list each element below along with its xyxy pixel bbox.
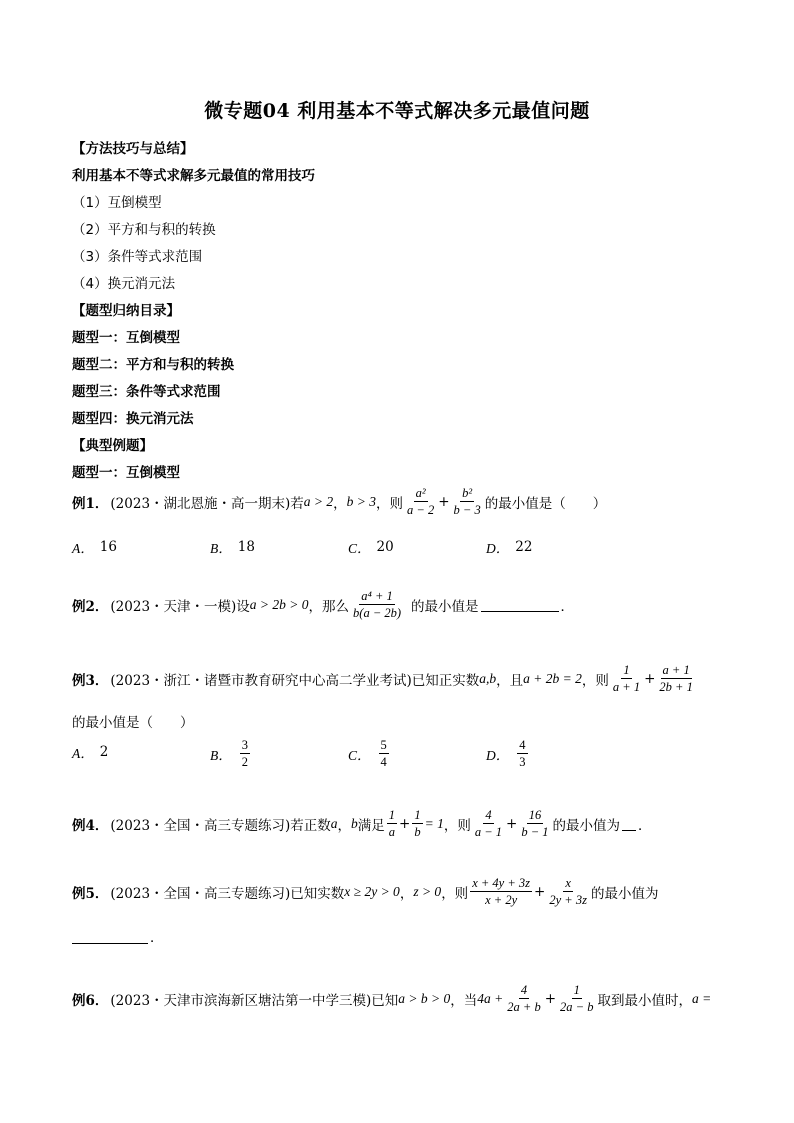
fraction	[351, 589, 403, 621]
example-text: 若正数	[290, 817, 331, 834]
example-text: ，则	[376, 495, 404, 512]
fraction-denominator: b(a − 2b)	[353, 606, 402, 621]
option-value: 22	[515, 539, 533, 555]
option-letter: B．	[210, 541, 232, 556]
fraction-denominator: b − 3	[453, 503, 481, 518]
math-operator: +	[438, 493, 450, 510]
example-source: (2023・湖北恩施・高一期末)	[110, 495, 291, 512]
answer-blank	[481, 597, 559, 612]
fraction-denominator: a − 1	[474, 825, 503, 840]
fraction-numerator: 4	[517, 738, 527, 754]
fraction-numerator: 4	[483, 808, 493, 824]
option-value: 20	[376, 539, 394, 555]
fraction-denominator: 4	[380, 755, 387, 770]
fraction-denominator: b − 1	[521, 825, 549, 840]
fraction-denominator: 2b + 1	[659, 680, 693, 695]
math-operator: +	[534, 883, 546, 900]
fraction-numerator: 1	[621, 663, 631, 679]
fraction-numerator: 3	[240, 738, 250, 754]
fraction	[558, 983, 595, 1015]
math-variable: b	[351, 815, 358, 831]
fraction	[452, 486, 483, 518]
example-source: (2023・天津市滨海新区塘沽第一中学三模)	[110, 992, 372, 1009]
math-condition: a,b	[479, 670, 497, 686]
catalog-item: 题型一：互倒模型	[72, 330, 180, 346]
option-value: 2	[99, 744, 109, 760]
examples-header: 【典型例题】	[72, 438, 153, 454]
fraction	[657, 663, 694, 695]
method-item: （4）换元消元法	[72, 276, 176, 292]
example-label: 例4．	[72, 817, 109, 834]
fraction	[470, 876, 532, 908]
math-expression: a =	[691, 990, 712, 1006]
example-1	[72, 486, 606, 518]
fraction	[505, 983, 542, 1015]
math-condition: b > 3	[346, 493, 377, 509]
fraction	[473, 808, 504, 840]
option-d	[486, 537, 532, 557]
fraction-numerator: a⁴ + 1	[359, 589, 395, 605]
fraction-denominator: 2y + 3z	[549, 893, 587, 908]
option-letter: D．	[486, 541, 510, 556]
example-source: (2023・全国・高三专题练习)	[110, 885, 291, 902]
example-text: 的最小值是（ ）	[484, 495, 607, 512]
fraction-numerator: 16	[527, 808, 544, 824]
example-text: ，且	[496, 672, 524, 689]
fraction	[519, 808, 550, 840]
math-operator: +	[544, 990, 557, 1007]
fraction-denominator: a − 2	[407, 503, 435, 518]
option-a	[72, 742, 108, 762]
math-condition: a > 2	[303, 493, 334, 509]
example-text: ．	[638, 817, 652, 834]
example-source: (2023・全国・高三专题练习)	[110, 817, 291, 834]
fraction-denominator: b	[414, 825, 421, 840]
example-label: 例3．	[72, 672, 109, 689]
example-text: 已知实数	[290, 885, 345, 902]
example-text: ，则	[581, 672, 609, 689]
math-condition: x ≥ 2y > 0	[344, 883, 400, 899]
option-d	[486, 738, 530, 770]
fraction-numerator: x	[563, 876, 573, 892]
math-operator: = 1	[424, 815, 444, 831]
fraction-numerator: 1	[412, 808, 422, 824]
example-text: ，	[337, 817, 352, 834]
example-6	[72, 983, 711, 1015]
fraction	[611, 663, 642, 695]
example-text: ，则	[441, 885, 469, 902]
example-text: 设	[236, 598, 250, 615]
method-item: （1）互倒模型	[72, 195, 162, 211]
catalog-header: 【题型归纳目录】	[72, 303, 180, 319]
example-text: 已知正实数	[411, 672, 480, 689]
option-value: 18	[237, 539, 255, 555]
example-text: ，当	[450, 992, 478, 1009]
math-variable: a	[330, 815, 338, 831]
fraction-numerator: 1	[387, 808, 397, 824]
method-intro: 利用基本不等式求解多元最值的常用技巧	[72, 168, 315, 184]
option-letter: C．	[348, 747, 371, 763]
option-letter: C．	[348, 541, 371, 556]
example-text: ，则	[443, 817, 471, 834]
catalog-item: 题型四：换元消元法	[72, 411, 194, 427]
example-5	[72, 876, 658, 908]
answer-blank	[72, 929, 148, 944]
example-text: 已知	[371, 992, 399, 1009]
math-operator: +	[506, 815, 518, 832]
answer-blank	[622, 816, 636, 831]
option-letter: A．	[72, 541, 94, 556]
fraction	[387, 808, 397, 840]
math-operator: +	[644, 670, 656, 687]
catalog-item: 题型二：平方和与积的转换	[72, 357, 234, 373]
example-text: 取到最小值时，	[597, 992, 692, 1009]
page-title: 微专题04 利用基本不等式解决多元最值问题	[204, 100, 590, 122]
example-text: ，	[333, 495, 347, 512]
fraction	[405, 486, 436, 518]
catalog-item: 题型三：条件等式求范围	[72, 384, 221, 400]
option-letter: B．	[210, 747, 232, 763]
example-label: 例6．	[72, 992, 109, 1009]
section-title: 题型一：互倒模型	[72, 465, 180, 481]
example-text: 若	[290, 495, 304, 512]
option-letter: A．	[72, 746, 94, 761]
option-b	[210, 738, 252, 770]
fraction-denominator: 3	[519, 755, 526, 770]
method-header: 【方法技巧与总结】	[72, 141, 194, 157]
math-expression: 4a +	[477, 990, 504, 1006]
fraction-numerator: 5	[379, 738, 389, 754]
fraction	[547, 876, 589, 908]
fraction-denominator: 2a − b	[560, 1000, 594, 1015]
example-label: 例1．	[72, 495, 109, 512]
example-label: 例5．	[72, 885, 109, 902]
option-a	[72, 537, 117, 557]
example-4	[72, 808, 652, 840]
fraction	[517, 738, 527, 770]
example-text: ．	[150, 930, 164, 946]
example-text: 的最小值是（ ）	[72, 715, 194, 731]
method-item: （3）条件等式求范围	[72, 249, 203, 265]
example-text: 的最小值为	[552, 817, 621, 834]
option-value: 16	[99, 539, 117, 555]
example-text: ．	[560, 598, 575, 615]
fraction-denominator: a + 1	[612, 680, 641, 695]
option-c	[348, 738, 391, 770]
fraction-numerator: x + 4y + 3z	[470, 876, 532, 892]
example-source: (2023・浙江・诸暨市教育研究中心高二学业考试)	[110, 672, 412, 689]
example-5-answer	[72, 926, 164, 946]
option-letter: D．	[486, 747, 510, 763]
fraction-denominator: 2a + b	[507, 1000, 541, 1015]
fraction-numerator: 1	[572, 983, 582, 999]
math-condition: a + 2b = 2	[523, 670, 582, 686]
math-condition: z > 0	[413, 883, 442, 899]
example-text: ，	[399, 885, 414, 902]
option-b	[210, 537, 255, 557]
fraction-numerator: a + 1	[661, 663, 692, 679]
math-condition: a > 2b > 0	[249, 596, 309, 612]
fraction-denominator: 2	[241, 755, 248, 770]
math-condition: a > b > 0	[398, 990, 451, 1006]
fraction	[412, 808, 422, 840]
example-3	[72, 663, 697, 695]
example-text: 的最小值为	[590, 885, 659, 902]
fraction	[240, 738, 250, 770]
fraction-numerator: a²	[414, 486, 428, 502]
math-operator: +	[399, 815, 411, 832]
example-label: 例2．	[72, 598, 109, 615]
fraction-numerator: b²	[460, 486, 474, 502]
example-text: 的最小值是	[411, 598, 479, 615]
fraction-denominator: a	[388, 825, 396, 840]
method-item: （2）平方和与积的转换	[72, 222, 216, 238]
fraction-denominator: x + 2y	[485, 893, 518, 908]
example-2	[72, 589, 574, 621]
fraction	[379, 738, 389, 770]
example-source: (2023・天津・一模)	[110, 598, 237, 615]
example-text: ，那么	[308, 598, 350, 615]
example-text: 满足	[357, 817, 385, 834]
option-c	[348, 537, 394, 557]
fraction-numerator: 4	[519, 983, 529, 999]
